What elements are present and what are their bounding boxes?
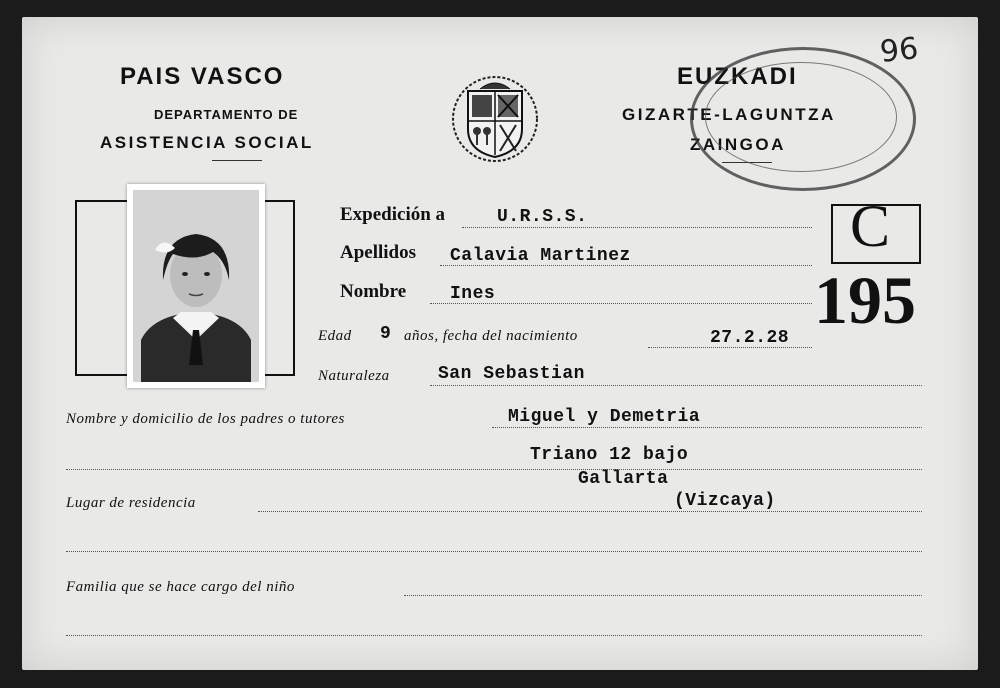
- coat-of-arms-icon: [450, 69, 540, 164]
- domicilio-line-3: (Vizcaya): [674, 491, 776, 511]
- card-number: 195: [814, 262, 916, 338]
- padres-line: [492, 427, 922, 428]
- header-right-title: EUZKADI: [677, 63, 798, 90]
- expedicion-line: [462, 227, 812, 228]
- residencia-line-2: [66, 551, 922, 552]
- padres-label: Nombre y domicilio de los padres o tutores: [66, 411, 345, 427]
- domicilio-line-1: Triano 12 bajo: [530, 445, 689, 465]
- expedicion-value: U.R.S.S.: [497, 207, 588, 227]
- naturaleza-line: [430, 385, 922, 386]
- photo-bracket-right: [265, 200, 295, 376]
- apellidos-line: [440, 265, 812, 266]
- handwritten-number: 96: [878, 31, 920, 70]
- category-letter: C: [850, 193, 891, 259]
- evacuation-record-card: [22, 17, 978, 670]
- familia-line-2: [66, 635, 922, 636]
- domicilio-line: [66, 469, 922, 470]
- nombre-value: Ines: [450, 284, 496, 304]
- edad-label: Edad: [318, 328, 352, 344]
- apellidos-label: Apellidos: [340, 242, 417, 263]
- header-left-subtitle: DEPARTAMENTO DE: [154, 107, 299, 122]
- domicilio-line-2: Gallarta: [578, 469, 669, 489]
- padres-value: Miguel y Demetria: [508, 407, 701, 427]
- header-right-subtitle: GIZARTE-LAGUNTZA: [622, 105, 836, 124]
- residencia-label: Lugar de residencia: [66, 495, 196, 511]
- header-right-department: ZAINGOA: [690, 135, 786, 154]
- header-left-title: PAIS VASCO: [120, 63, 285, 90]
- portrait-photo: [127, 184, 265, 388]
- header-left-rule: [212, 160, 262, 161]
- header-left-department: ASISTENCIA SOCIAL: [100, 133, 314, 152]
- familia-label: Familia que se hace cargo del niño: [66, 579, 295, 595]
- nacimiento-line: [648, 347, 812, 348]
- naturaleza-label: Naturaleza: [318, 368, 390, 384]
- naturaleza-value: San Sebastian: [438, 364, 585, 384]
- nacimiento-label: años, fecha del nacimiento: [404, 328, 578, 344]
- photo-bracket-left: [75, 200, 127, 376]
- expedicion-label: Expedición a: [340, 204, 446, 225]
- edad-value: 9: [380, 324, 392, 344]
- apellidos-value: Calavia Martinez: [450, 246, 631, 266]
- nacimiento-value: 27.2.28: [710, 328, 790, 348]
- nombre-line: [430, 303, 812, 304]
- residencia-line: [258, 511, 922, 512]
- familia-line: [404, 595, 922, 596]
- nombre-label: Nombre: [340, 281, 407, 302]
- child-portrait-icon: [133, 190, 259, 382]
